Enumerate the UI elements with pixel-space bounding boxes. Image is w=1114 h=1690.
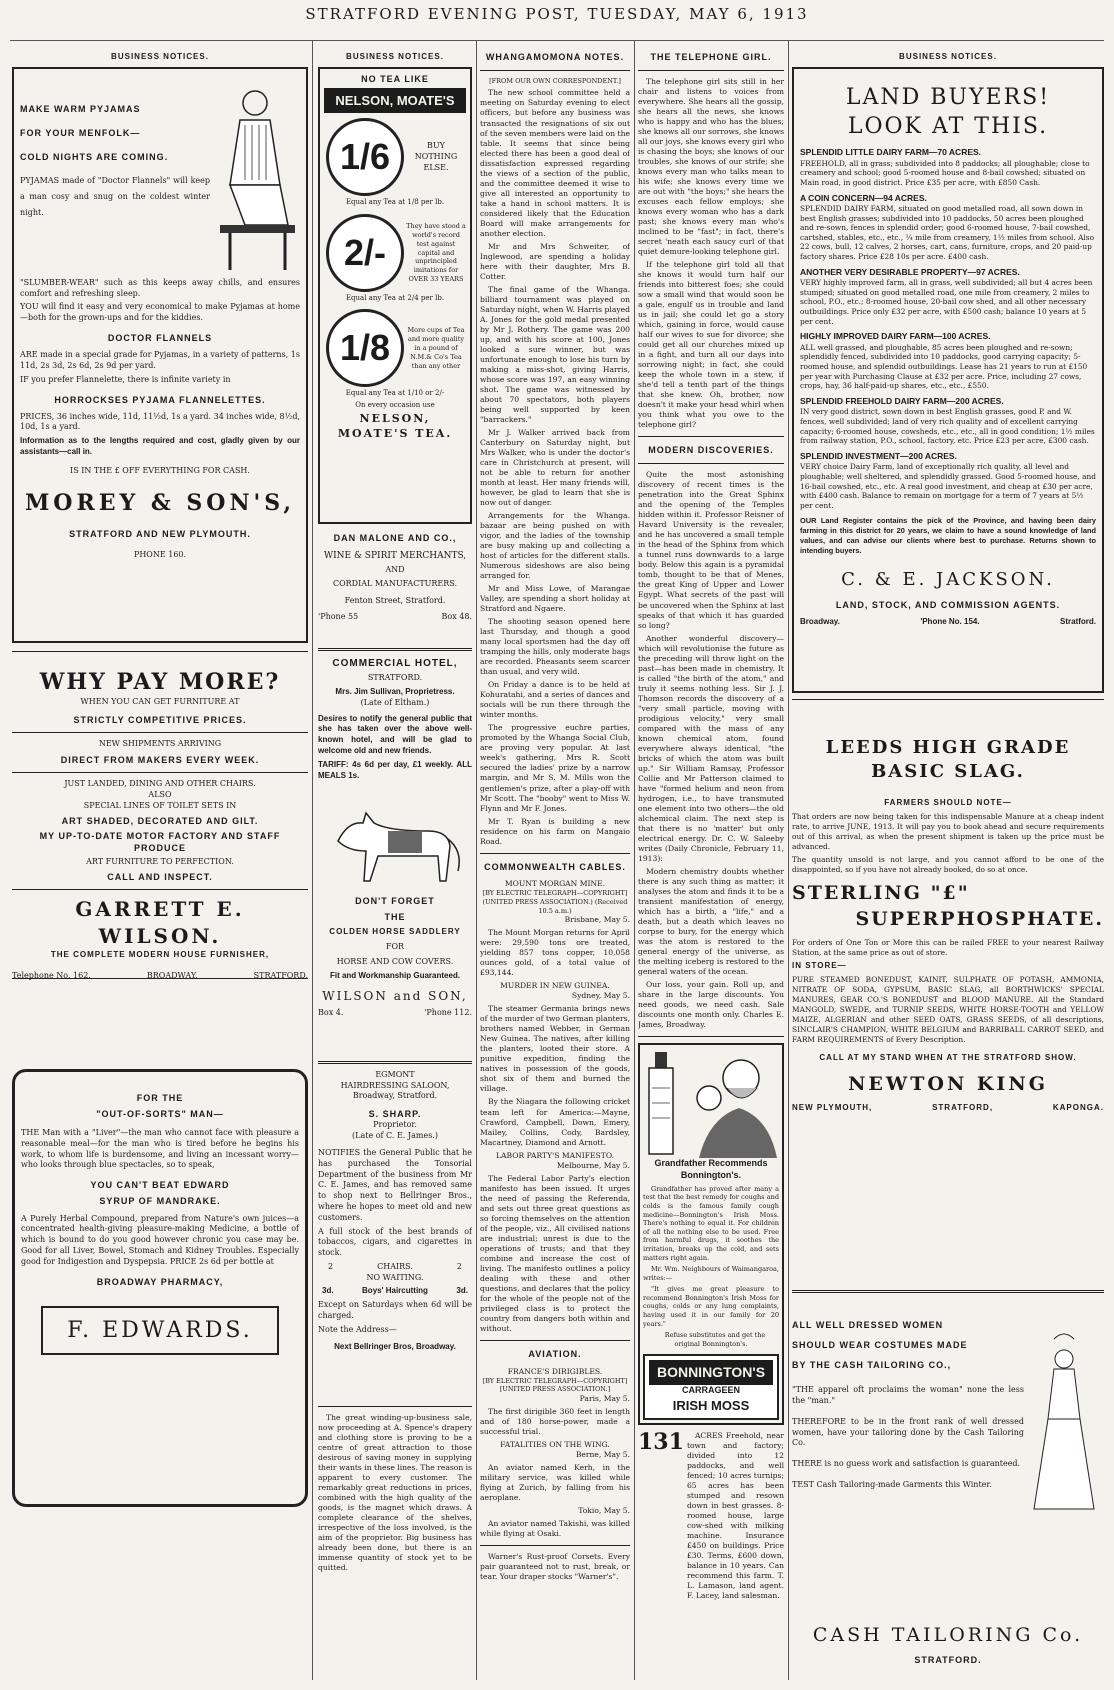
garrett-line: ART FURNITURE TO PERFECTION. <box>86 857 234 867</box>
sharp-name: S. SHARP. <box>368 1109 422 1120</box>
saddlery-box: Box 4. <box>318 1008 344 1018</box>
morey-phone: PHONE 160. <box>133 550 187 560</box>
whang-paragraph: The progressive euchre parties, promoted by the Whanga Social Club, are proving very popular. At last week's gathering, Mrs R. Scott secured the ladies' prize by a narrow margin, and Mr S. M. Mills won the gentlemen's prize, after a play-off with Mr Scott. The "booby" went to Miss W. Flynn and Mr F. Jones. <box>480 723 630 813</box>
cables-paragraph: By the Niagara the following cricket team left for America:—Mayne, Crawford, Campbell, Down, Emery, Mailey, Collins, Cody, Bardsley, Macartney, Diamond and Arnott. <box>480 1097 630 1147</box>
cash-text: THEREFORE to be in the front rank of well dressed women, have your tailoring done by the Cash Tailoring Co. <box>792 1416 1024 1448</box>
column-rule <box>476 40 477 1680</box>
jackson-farm-1 <box>800 147 1096 187</box>
medicine-bottle-illustration <box>643 1048 679 1158</box>
edwards-heading: FOR THE <box>136 1092 184 1103</box>
sharp-text: Except on Saturdays when 6d will be charged. <box>318 1300 472 1321</box>
edwards-text: A Purely Herbal Compound, prepared from Nature's own juices—a concentrated health-giving pleasure-making Medicine, a bottle of which is bound to do you good however chronic you case may be. Good for all Liver, Bowel, Stomach and Kidney Troubles. Especially good for Indigestion and Dyspepsia. PRICE 2s 6d per bottle at <box>21 1213 299 1266</box>
jackson-street: Broadway. <box>800 616 840 626</box>
garrett-phone: Telephone No. 162. <box>12 970 91 980</box>
jackson-note: OUR Land Register contains the pick of the Province, and having been dairy farming in this district for 20 years, we claim to have a sound knowledge of land values, and can advise our clients where best to purchase. Returns shown to intending buyers. <box>800 516 1096 556</box>
farm-title: HIGHLY IMPROVED DAIRY FARM—100 ACRES. <box>800 331 991 342</box>
aviation-title: AVIATION. <box>528 1348 582 1359</box>
tea-price-roundel: 1/8 <box>326 309 404 387</box>
tea-equal-text: Equal any Tea at 1/10 or 2/- <box>345 389 445 398</box>
divider <box>12 651 308 652</box>
divider <box>792 699 1104 700</box>
bonnington-signature: Mr. Wm. Neighbours of Waimangaroa, writes:— <box>643 1265 779 1282</box>
sharp-heading: HAIRDRESSING SALOON, <box>340 1080 450 1090</box>
morey-text: PRICES, 36 inches wide, 11d, 11½d, 1s a yard. 34 inches wide, 8½d, 10d, 1s a yard. <box>20 411 300 432</box>
morey-firm-name: MOREY & SON'S, <box>24 489 296 516</box>
sharp-price: 3d. <box>322 1286 334 1296</box>
cash-town: STRATFORD. <box>914 1655 982 1666</box>
malone-address: Fenton Street, Stratford. <box>344 595 446 605</box>
garrett-advert <box>12 668 308 979</box>
divider <box>318 648 472 651</box>
column-1 <box>12 44 308 1684</box>
column-header: BUSINESS NOTICES. <box>899 52 997 61</box>
cables-heading: MOUNT MORGAN MINE. <box>504 879 606 889</box>
aviation-paragraph: An aviator named Takishi, was killed while flying at Osaki. <box>480 1519 630 1539</box>
morey-text: IS IN THE £ OFF EVERYTHING FOR CASH. <box>70 465 250 475</box>
hotel-heading: STRATFORD. <box>367 673 423 683</box>
divider <box>638 463 784 464</box>
jackson-farm-5 <box>800 396 1096 446</box>
garrett-line: WHEN YOU CAN GET FURNITURE AT <box>80 697 240 707</box>
garrett-description: THE COMPLETE MODERN HOUSE FURNISHER, <box>50 950 270 960</box>
aviation-dateline: Tokio, May 5. <box>578 1506 630 1516</box>
malone-heading: DAN MALONE AND CO., <box>333 532 457 543</box>
jackson-farm-2 <box>800 193 1096 262</box>
tea-advert <box>318 67 472 524</box>
divider <box>638 436 784 437</box>
aviation-heading: FATALITIES ON THE WING. <box>500 1439 610 1449</box>
bonnington-text: Grandfather has proved after many a test that the best remedy for coughs and colds is the famous family cough medicine—Bonnington's Irish Moss. There's nothing to equal it. For children of all the nothing else to be used. Free from harmful drugs, it soothes the irritation, breaks up the cold, and sets matters right again. <box>643 1184 779 1262</box>
jackson-farm-3 <box>800 267 1096 327</box>
whang-title: WHANGAMOMONA NOTES. <box>485 52 625 62</box>
cash-firm-name: CASH TAILORING Co. <box>812 1623 1084 1646</box>
malone-box: Box 48. <box>441 612 472 622</box>
morey-text: Information as to the lengths required and cost, gladly given by our assistants—call in. <box>20 436 300 457</box>
hotel-tariff: TARIFF: 4s 6d per day, £1 weekly. ALL MEALS 1s. <box>318 759 472 780</box>
aviation-dateline: Paris, May 5. <box>579 1393 630 1403</box>
tea-equal-text: Equal any Tea at 1/8 per lb. <box>345 198 445 207</box>
tea-top-line: NO TEA LIKE <box>361 73 429 84</box>
jackson-farm-6 <box>800 451 1096 511</box>
sharp-advert <box>318 1070 472 1400</box>
morey-subhead: HORROCKSES PYJAMA FLANNELETTES. <box>54 394 266 405</box>
girl-paragraph: The telephone girl sits still in her chair and listens to voices from everywhere. She hears all the gossip, she hears all the news, she knows who is happy and who has the blues; she knows all our sorrows, she knows all our joys, she knows every girl who is chasing the boys; she knows of our troubles, she knows of our strife; she knows every man who talks mean to his wife; she knows every time we are out with "the boys;" she hears the excuses each fellow employs; she knows every woman who has a dark past; she knows every man who's inclined to be "fast"; in fact, there's secret 'neath each saucy curl of that quiet demure-looking telephone girl. <box>638 76 784 257</box>
cash-heading: ALL WELL DRESSED WOMEN <box>792 1319 944 1330</box>
garrett-line: MY UP-TO-DATE MOTOR FACTORY AND STAFF PRODUCE <box>39 830 281 854</box>
sharp-heading: EGMONT <box>375 1069 415 1079</box>
morey-text: PYJAMAS made of "Doctor Flannels" will keep a man cosy and snug on the coldest winter night. <box>20 176 210 218</box>
farm-title: SPLENDID FREEHOLD DAIRY FARM—200 ACRES. <box>800 395 1004 406</box>
warner-notice: Warner's Rust-proof Corsets. Every pair guaranteed not to rust, break, or tear. Your draper stocks "Warner's". <box>480 1552 630 1582</box>
cash-tailoring-advert <box>792 1299 1104 1619</box>
cables-heading: MURDER IN NEW GUINEA. <box>500 981 610 991</box>
bonnington-quote: "It gives me great pleasure to recommend Bonnington's Irish Moss for coughs, colds or any lung complaints, having used it in our family for 20 years." <box>643 1285 779 1328</box>
king-text: The quantity unsold is not large, and you cannot afford to be one of the disappointed, so if you have not already booked, do so at once. <box>792 855 1104 875</box>
jackson-phone: 'Phone No. 154. <box>920 616 980 626</box>
farm-title: SPLENDID LITTLE DAIRY FARM—70 ACRES. <box>800 147 982 158</box>
aviation-byline: [BY ELECTRIC TELEGRAPH—COPYRIGHT] [UNITED PRESS ASSOCIATION.] <box>482 1376 628 1394</box>
whang-paragraph: Mr T. Ryan is building a new residence on his farm on Mangaio Road. <box>480 816 630 846</box>
whang-byline: [FROM OUR OWN CORRESPONDENT.] <box>489 76 621 85</box>
bonnington-brand: BONNINGTON'S <box>649 1360 773 1384</box>
farm-description: ALL well grassed, and ploughable, 85 acres been ploughed and re-sown; splendidly fenced, subdivided into 10 paddocks, good carrying capacity; 5-roomed house, and splendid outbuildings. Lease has 21 years to run at £150 per year with Purchasing Clause at £32 per acre. Price, including 27 cows, crops, hay, 36 half-paid-up shares, etc., etc., £550. <box>800 342 1088 391</box>
column-header: BUSINESS NOTICES. <box>346 52 444 61</box>
king-subhead: FARMERS SHOULD NOTE— <box>884 798 1012 808</box>
farm-description: IN very good district, sown down in best English grasses, good P. and W. fences, well subdivided; land of very rich quality and of excellent carrying capacity; 6-roomed house, cowsheds, etc., etc., all in good condition; 1½ miles from railway station, P.O., school, factory, etc. Price £23 per acre, £300 cash. <box>800 407 1095 446</box>
cables-dateline: Sydney, May 5. <box>571 991 630 1001</box>
king-headline: LEEDS HIGH GRADE BASIC SLAG. <box>825 736 1071 783</box>
divider <box>12 889 308 890</box>
whang-paragraph: Mr J. Walker arrived back from Canterbury on Saturday night, but Mrs Walker, who is under the doctor's care in Christchurch at present, will not be able to return for another month at least. Her many friends will, however, be glad to learn that she is now out of danger. <box>480 427 630 508</box>
morey-line: COLD NIGHTS ARE COMING. <box>20 152 169 163</box>
column-2 <box>318 44 472 1684</box>
cables-heading: LABOR PARTY'S MANIFESTO. <box>495 1150 615 1160</box>
morey-subhead: DOCTOR FLANNELS <box>107 332 213 343</box>
pyjama-figure-illustration <box>210 75 300 275</box>
saddlery-heading: THE <box>384 911 406 922</box>
sharp-chairs-count: 2 <box>456 1261 462 1271</box>
garrett-town: STRATFORD. <box>253 970 308 980</box>
king-sterling: STERLING "£" <box>792 882 970 905</box>
divider <box>480 1340 630 1341</box>
edwards-heading: "OUT-OF-SORTS" MAN— <box>96 1108 224 1119</box>
divider <box>318 1406 472 1407</box>
bonnington-carrageen: CARRAGEEN <box>681 1384 740 1395</box>
jackson-headline: LOOK AT THIS. <box>847 114 1049 140</box>
sharp-address-label: Note the Address— <box>318 1324 397 1334</box>
sharp-proprietor: Proprietor. <box>373 1120 417 1130</box>
saddlery-phone: 'Phone 112. <box>424 1008 472 1018</box>
divider <box>12 732 308 733</box>
king-text: PURE STEAMED BONEDUST, KAINIT, SULPHATE OF POTASH, AMMONIA, NITRATE OF SODA, GYPSUM, BASIC SLAG, all BORTHWICKS' SPECIAL MANURES, GEAR CO.'S BONEDUST and BLOOD MANURE. All the Standard MANGOLD, SWEDE, and TURNIP SEEDS, WHITE HORSE-TOOTH and YELLOW MAIZE, ALGERIAN and other SEED OATS, GRASS SEEDS, of all descriptions, SINCLAIR'S CHAMPION, WHITE BELGIUM and BARRIBALL CARROT SEED, and FARM REQUIREMENTS of Every Description. <box>792 975 1104 1045</box>
bonnington-headline: Grandfather Recommends Bonnington's. <box>654 1158 768 1181</box>
woman-costume-illustration <box>1024 1299 1104 1619</box>
farm-title: SPLENDID INVESTMENT—200 ACRES. <box>800 450 957 461</box>
whang-paragraph: The shooting season opened here last Thursday, and though a good many local sportsmen had the day off tramping the hills, only moderate bags are recorded. Pheasants seem scarcer than usual, and very wild. <box>480 617 630 677</box>
garrett-line: ALSO <box>148 790 172 800</box>
farm-description: VERY choice Dairy Farm, land of exceptionally rich quality, all level and ploughable; well sheltered, and splendidly grassed. Good 5-roomed house, and 16-bail cowshed, etc., etc. A real good investment, and cheap at £30 per acre, with £400 cash. Balance to remain on mortgage for a term of 7 years at 5½ per cent. <box>800 462 1097 510</box>
jackson-advert <box>792 67 1104 693</box>
edwards-heading: SYRUP OF MANDRAKE. <box>99 1196 221 1207</box>
modern-paragraph: Modern chemistry doubts whether there is any such thing as matter; it analyses the atom and finds it to be a transient manifestation of energy, which has a birth, a "life," and a death, but a death which leaves no corpse to bury, for the energy which was the atom is restored to the general energy of the universe, as the melting iceberg is restored to the general waters of the ocean. <box>638 866 784 977</box>
cables-title: COMMONWEALTH CABLES. <box>484 861 626 872</box>
malone-heading: CORDIAL MANUFACTURERS. <box>332 578 458 588</box>
column-3 <box>480 44 630 1684</box>
saddlery-heading: Fit and Workmanship Guaranteed. <box>329 971 461 981</box>
morey-text: ARE made in a special grade for Pyjamas, in a variety of patterns, 1s 11d, 2s 3d, 2s 6d, 2s 9d per yard. <box>20 350 300 370</box>
farm-description: FREEHOLD, all in grass; subdivided into 8 paddocks; all ploughable; close to creamery and school; good 5-roomed house and 8-bail cowshed; situated on Main road, in good district. Price £35 per acre, with £850 Cash. <box>800 158 1090 187</box>
sharp-text: NOTIFIES the General Public that he has purchased the Tonsorial Department of the business from Mr C. E. James, and has removed same to shop next to Bellringer Bros., where he hopes to meet old and new customers. <box>318 1147 472 1222</box>
sharp-address: Next Bellringer Bros, Broadway. <box>334 1341 456 1351</box>
divider <box>638 1036 784 1037</box>
hotel-text: Desires to notify the general public that she has taken over the above well-known hotel, and will be glad to welcome old and new friends. <box>318 713 472 756</box>
aviation-heading: FRANCE'S DIRIGIBLES. <box>507 1366 603 1376</box>
king-town: STRATFORD, <box>932 1103 994 1113</box>
edwards-firm-name: F. EDWARDS. <box>67 1317 253 1343</box>
divider <box>480 1545 630 1546</box>
hotel-late: (Late of Eltham.) <box>360 697 430 707</box>
morey-advert <box>12 67 308 643</box>
modern-paragraph: Another wonderful discovery—which will revolutionise the future as the preceding will throw light on the past—has been made in chemistry. It is called "the birth of the atom," and truly it seems nothing less. Sir J. J. Thomson records the discovery of a "very small particle, moving with prodigious velocity," very small compared with the mass of any known chemical atom, found everywhere always identical, "the bricks of which the atom was built up." Sir William Ramsay, Professor Collie and Mr Patterson claimed to have "formed helium and neon from hydrogen, i.e., to have transmuted one element into two others—the old alchemical claim. The next step is that there is no 'matter' but only electrical energy. Dr. C. W. Saleeby writes (Daily Chronicle, February 11, 1913): <box>638 633 784 863</box>
malone-heading: AND <box>385 565 405 575</box>
jackson-headline: LAND BUYERS! <box>845 84 1051 110</box>
cash-text: "THE apparel oft proclaims the woman" none the less the "man." <box>792 1385 1024 1406</box>
sharp-heading: Broadway, Stratford. <box>352 1091 438 1101</box>
tea-occasion-text: On every occasion use <box>355 400 435 409</box>
header-rule <box>10 40 1104 41</box>
garrett-street: BROADWAY, <box>146 970 198 980</box>
column-5 <box>792 44 1104 1684</box>
aviation-dateline: Berne, May 5. <box>575 1449 630 1459</box>
farm-description: SPLENDID DAIRY FARM, situated on good metalled road, all sown down in best English grasses; subdivided into 10 paddocks, 50 acres been ploughed and re-sown, fences in splendid order; good 6-roomed house, 7-bail cowshed, cartshed, stables, etc., etc., ¼ mile from creamery, 1½ miles from school. Also 22 cows, bull, 12 calves, 2 horses, cart, cans, furniture, crops, and 20 paid-up factory shares. Price £28 10s per acre. £400 cash. <box>800 203 1095 262</box>
saddlery-heading: COLDEN HORSE SADDLERY <box>329 927 461 937</box>
bonnington-advert <box>638 1043 784 1425</box>
lamason-acreage: 131 <box>638 1428 684 1455</box>
girl-title: THE TELEPHONE GIRL. <box>650 52 772 62</box>
column-rule <box>634 40 635 1680</box>
sharp-boys-haircut: Boys' Haircutting <box>362 1286 428 1296</box>
whang-paragraph: The new school committee held a meeting on Saturday evening to elect officers, but before any business was transacted the resignations of six out of the seven members were laid on the table. It seems that since being elected there has been a good deal of dissatisfaction expressed regarding the views of a section of the public, and the committee deemed it wise to give all interested an opportunity to take a hand in school matters. It is considered likely that the Education Board will make arrangements for another election. <box>480 88 630 238</box>
modern-title: MODERN DISCOVERIES. <box>648 445 774 456</box>
saddlery-heading: FOR <box>385 941 405 951</box>
king-superphosphate: SUPERPHOSPHATE. <box>855 907 1104 930</box>
divider <box>318 1061 472 1064</box>
tea-price-roundel: 1/6 <box>326 118 404 196</box>
tea-price-roundel: 2/- <box>326 214 404 292</box>
edwards-heading: BROADWAY PHARMACY, <box>96 1276 224 1287</box>
hotel-heading: COMMERCIAL HOTEL, <box>332 657 458 669</box>
hotel-advert <box>318 657 472 797</box>
tea-side-text: BUY NOTHING ELSE. <box>414 141 458 172</box>
divider <box>792 1290 1104 1293</box>
spence-notice <box>318 1413 472 1573</box>
cash-text: TEST Cash Tailoring-made Garments this Winter. <box>792 1480 992 1489</box>
cables-paragraph: The steamer Germania brings news of the murder of two German planters, brothers named Webber, in German New Guinea. The natives, after killing the planters, looted their store. A punitive expedition, finding the natives in possession of the goods, shot six of them and burned the village. <box>480 1004 630 1094</box>
morey-line: FOR YOUR MENFOLK— <box>20 127 141 138</box>
garrett-line: JUST LANDED, DINING AND OTHER CHAIRS. <box>64 779 256 789</box>
column-rule <box>312 40 313 1680</box>
farm-description: VERY highly improved farm, all in grass, well subdivided; all but 4 acres been stumped; situated on good metalled road, one mile from creamery, 2 miles to school, P.O., etc.; 8-roomed house, 20-bail cow shed, and all other necessary outbuildings. Price only £32 per acre, with £500 cash; balance 10 years at 5 per cent. <box>800 278 1093 326</box>
aviation-paragraph: The first dirigible 360 feet in length and of 180 horse-power, made a successful trial. <box>480 1406 630 1436</box>
bonnington-refuse: Refuse substitutes and get the original Bonnington's. <box>664 1331 766 1348</box>
tea-brand-banner: NELSON, MOATE'S <box>324 88 466 114</box>
cables-byline: [BY ELECTRIC TELEGRAPH—COPYRIGHT] (UNITED PRESS ASSOCIATION.) (Received 10.5 a.m.) <box>482 889 628 915</box>
morey-text: "SLUMBER-WEAR" such as this keeps away chills, and ensures comfort and refreshing sleep. <box>20 277 300 298</box>
king-text: For orders of One Ton or More this can be railed FREE to your nearest Railway Station, at the same price as out of store. <box>792 938 1104 958</box>
king-town: NEW PLYMOUTH, <box>792 1103 873 1113</box>
hotel-proprietor: Mrs. Jim Sullivan, Proprietress. <box>335 687 455 697</box>
sharp-text: A full stock of the best brands of tobaccos, cigars, and cigarettes in stock. <box>318 1226 472 1258</box>
saddlery-firm-name: WILSON and SON, <box>322 989 468 1004</box>
farm-title: A COIN CONCERN—94 ACRES. <box>800 192 927 203</box>
tea-side-text: More cups of Tea and more quality in a pound of N.M.& Co's Tea than any other <box>407 326 465 370</box>
tea-side-text: They have stood a world's record test against capital and unprincipled imitations for OVER 33 YEARS <box>406 222 466 283</box>
garrett-line: SPECIAL LINES OF TOILET SETS IN <box>83 800 237 810</box>
cash-heading: BY THE CASH TAILORING CO., <box>792 1360 952 1371</box>
jackson-town: Stratford. <box>1060 616 1096 626</box>
morey-line: MAKE WARM PYJAMAS <box>20 103 141 114</box>
lamason-text: ACRES Freehold, near town and factory; divided into 12 paddocks, and well fenced; 10 acres turnips; 65 acres has been stumped and resown down in best grasses. 8-roomed house, large cow-shed with milking machine. Insurance £450 on buildings. Price £30. Terms, £600 down, balance in 10 years. Can recommend this farm. T. L. Lamason, land agent. F. Lacey, land salesman. <box>686 1430 784 1601</box>
whang-paragraph: Arrangements for the Whanga. bazaar are being pushed on with vigor, and the ladies of the township are busy making up and collecting a host of articles for the different stalls. Numerous sideshows are also being arranged for. <box>480 511 630 581</box>
girl-paragraph: If the telephone girl told all that she knows it would turn half our friends into bitterest foes; she could sow a small wind that would soon be a gale, engulf us in trouble and land us in jail; she could let go a story which, gaining in force, would cause half our wives to sue for divorce; she could get all our churches mixed up in a fight, and turn all our days into sorrowing night; in fact, she could keep the whole town in a stew, if she'd tell a tenth part of the things that she knew. Oh, brother, now doesn't it make your head whirl when you think what you owe to the telephone girl? <box>638 260 784 430</box>
cables-paragraph: The Federal Labor Party's election manifesto has been issued. It urges the need of passing the Referenda, and sets out three great questions as so forcing themselves on the attention of the people, viz., All civilised nations are industrial; unrest is due to the operations of trusts; and that they combine and increase the cost of living. The manifesto outlines a policy dealing with these and other questions, and declares that the policy for the whole of the people not of the privileged class is to protect the country from dangers both within and without. <box>480 1173 630 1333</box>
cables-dateline: Melbourne, May 5. <box>556 1160 630 1170</box>
column-4 <box>638 44 784 1684</box>
king-in-store: IN STORE— <box>792 961 847 971</box>
modern-paragraph: Quite the most astonishing discovery of recent times is the penetration into the Great Sphinx and the opening of the Temples hidden within it. Professor Reisner of Havard University is the revealer, and he has uncovered a small temple in the head of the Sphinx from which a tunnel runs downwards to a large body. Below this again is a pyramidal tomb, thought to be that of Menes, the great King of Upper and Lower Egypt. What secrets of the past will be uncovered when the Sphinx at last speaks of that which it has guarded so long? <box>638 470 784 630</box>
morey-places: STRATFORD AND NEW PLYMOUTH. <box>69 529 251 540</box>
king-firm-name: NEWTON KING <box>848 1072 1048 1095</box>
malone-heading: WINE & SPIRIT MERCHANTS, <box>323 550 467 561</box>
garrett-line: STRICTLY COMPETITIVE PRICES. <box>73 715 247 726</box>
tea-footer-brand: NELSON, MOATE'S TEA. <box>337 412 453 441</box>
divider <box>12 772 308 773</box>
saddlery-heading: HORSE AND COW COVERS. <box>336 956 454 966</box>
jackson-description: LAND, STOCK, AND COMMISSION AGENTS. <box>835 599 1061 610</box>
sharp-price: 3d. <box>456 1286 468 1296</box>
garrett-line: ART SHADED, DECORATED AND GILT. <box>61 815 259 826</box>
sharp-late: (Late of C. E. James.) <box>352 1131 438 1141</box>
king-town: KAPONGA. <box>1052 1103 1104 1113</box>
farm-title: ANOTHER VERY DESIRABLE PROPERTY—97 ACRES. <box>800 266 1020 277</box>
edwards-text: THE Man with a "Liver"—the man who cannot face with pleasure a reasonable meal—for the man who is tired before he begins his work, to whom life is burdensome, and living an incessant worry—who looks through blue spectacles, so to speak, <box>21 1128 299 1170</box>
malone-advert <box>318 532 472 642</box>
grandfather-illustration <box>679 1048 779 1158</box>
whang-paragraph: Mr and Miss Lowe, of Marangae Valley, are spending a short holiday at Stratford and Ngaere. <box>480 584 630 614</box>
garrett-line: CALL AND INSPECT. <box>107 871 213 882</box>
sharp-chairs-count: 2 <box>328 1261 334 1271</box>
king-call: CALL AT MY STAND WHEN AT THE STRATFORD SHOW. <box>819 1053 1077 1063</box>
cables-dateline: Brisbane, May 5. <box>564 915 630 925</box>
aviation-paragraph: An aviator named Kerh, in the military service, was killed while flying at Zurich, by falling from his aeroplane. <box>480 1462 630 1503</box>
sharp-chairs-label: CHAIRS. <box>377 1261 413 1271</box>
column-rule <box>788 40 789 1680</box>
horse-illustration <box>318 801 472 891</box>
jackson-firm-name: C. & E. JACKSON. <box>841 569 1055 591</box>
malone-phone: 'Phone 55 <box>318 612 359 622</box>
morey-text: IF you prefer Flannelette, there is infinite variety in <box>20 374 231 384</box>
saddlery-heading: DON'T FORGET <box>355 895 435 906</box>
cash-heading: SHOULD WEAR COSTUMES MADE <box>792 1339 968 1350</box>
king-text: That orders are now being taken for this indispensable Manure at a cheap indent rate, to arrive JUNE, 1913. It will pay you to book ahead and secure requirements out of this arrival, as when the present shipment is taken up the price must be advanced. <box>792 812 1104 852</box>
edwards-advert <box>12 1069 308 1507</box>
column-header: BUSINESS NOTICES. <box>111 52 209 61</box>
garrett-firm-name: GARRETT E. WILSON. <box>75 897 245 949</box>
edwards-name-panel <box>41 1306 279 1356</box>
cash-text: THERE is no guess work and satisfaction is guaranteed. <box>792 1459 1021 1469</box>
sharp-no-waiting: NO WAITING. <box>366 1272 424 1282</box>
tea-equal-text: Equal any Tea at 2/4 per lb. <box>345 293 445 302</box>
modern-paragraph: Our loss, your gain. Roll up, and share in the large discounts. You need goods, we need cash. Sale discounts one month only. Charles E. James, Broadway. <box>638 980 784 1030</box>
morey-text: YOU will find it easy and very economical to make Pyjamas at home—both for the grown-ups and for the kiddies. <box>20 302 300 323</box>
divider <box>480 853 630 854</box>
whang-paragraph: The final game of the Whanga. billiard tournament was played on Saturday night, when W. Harris played A. Jones for the gold medal presented by Mr J. Rothery. The game was 200 up, and with his score at 100, Jones looked a sure winner, but was unfortunate enough to lose his turn by making a miss-shot, giving Harris, whose score was 197, an easy winning shot. The game was witnessed by about 70 spectators, both players being well supported by keen "barrackers." <box>480 284 630 424</box>
divider <box>638 70 784 71</box>
bonnington-irish-moss: IRISH MOSS <box>672 1397 750 1413</box>
spence-text: The great winding-up-business sale, now proceeding at A. Spence's drapery and clothing store is proving to be a centre of great attraction to those desirous of saving money in supplying their wants in these lines. The reason is apparent to every customer. The remarkably great reductions in prices, combined with the high quality of the goods, is the magnet which draws. A complete clearance of the shelves, irrespective of the loss involved, is the aim of the proprietor. Big business has already been done, but there is an immense quantity of stock yet to be quitted. <box>318 1412 472 1573</box>
whang-paragraph: Mr and Mrs Schweiter, of Inglewood, are spending a holiday here with their daughter, Mrs B. Cotter. <box>480 241 630 281</box>
bonnington-label <box>643 1354 779 1420</box>
masthead: STRATFORD EVENING POST, TUESDAY, MAY 6, 1913 <box>305 5 809 23</box>
jackson-farm-4 <box>800 331 1096 391</box>
edwards-heading: YOU CAN'T BEAT EDWARD <box>90 1180 230 1191</box>
garrett-line: DIRECT FROM MAKERS EVERY WEEK. <box>60 755 260 766</box>
whang-paragraph: On Friday a dance is to be held at Kohuratahi, and a series of dances and socials will be run there through the winter months. <box>480 680 630 720</box>
garrett-line: NEW SHIPMENTS ARRIVING <box>98 739 222 749</box>
garrett-headline: WHY PAY MORE? <box>39 668 281 695</box>
cables-paragraph: The Mount Morgan returns for April were: 29,590 tons ore treated, yielding 857 tons copper, 10,058 ounces gold, of a total value of £93,144. <box>480 928 630 978</box>
newton-king-advert <box>792 736 1104 1284</box>
divider <box>480 70 630 71</box>
saddlery-advert <box>318 895 472 1055</box>
